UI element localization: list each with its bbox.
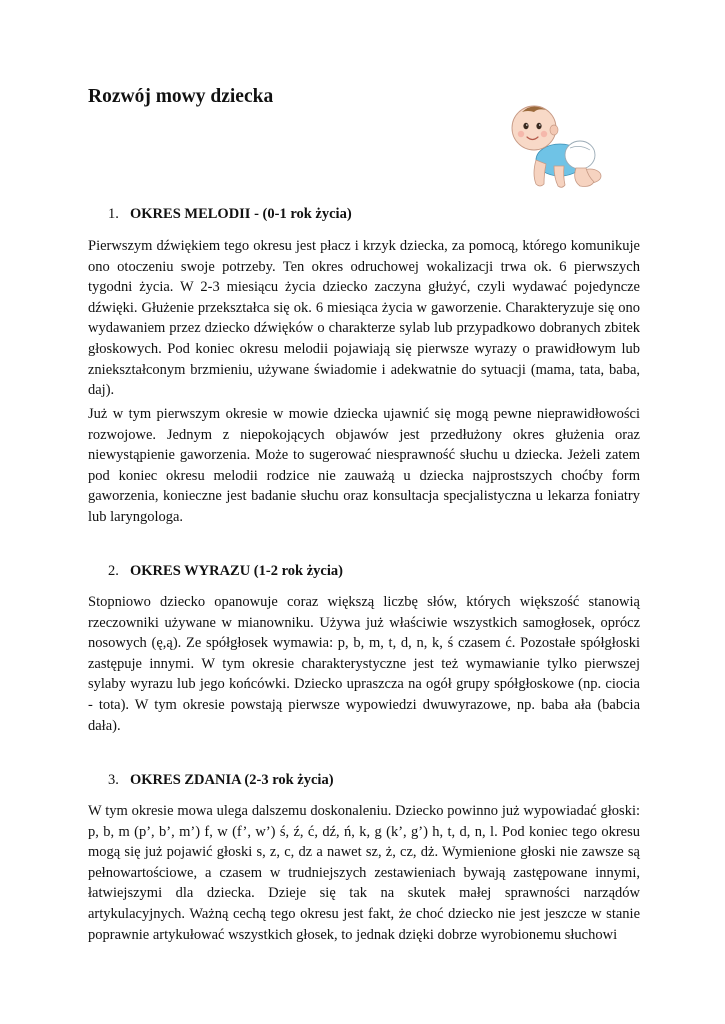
paragraph: Już w tym pierwszym okresie w mowie dziecka ujawnić się mogą pewne nieprawidłowości rozwojowe. Jednym z niepokojących objawów jest przedłużony okres głużenia oraz niewystąpienie gaworzenia. Może to sugerować niesprawność słuchu u dziecka. Jeżeli zatem pod koniec okresu melodii rodzice nie zauważą u dziecka najprostszych choćby form gaworzenia, konieczne jest badanie słuchu oraz konsultacja specjalistyczna u lekarza foniatry lub laryngologa. xyxy=(88,406,640,525)
crawling-baby-icon xyxy=(510,100,608,192)
paragraph: Pierwszym dźwiękiem tego okresu jest płacz i krzyk dziecka, za pomocą, którego komunikuje ono otoczeniu swoje potrzeby. Ten okres odruchowej wokalizacji trwa ok. 6 pierwszych tygodni życia. W 2-3 miesiącu życia dziecko zaczyna głużyć, czyli wydawać pojedyncze dźwięki. Głużenie przekształca się ok. 6 miesiąca życia w gaworzenie. Charakteryzuje się ono wydawaniem przez dziecko dźwięków o charakterze sylab lub przypadkowo dobranych zbitek głoskowych. Pod koniec okresu melodii pojawiają się pierwsze wyrazy o prawidłowym lub zniekształconym brzmieniu, używane świadomie i adekwatnie do sytuacji (mama, tata, baba, daj). xyxy=(88,238,640,399)
paragraph: W tym okresie mowa ulega dalszemu doskonaleniu. Dziecko powinno już wypowiadać głoski: p, b, m (p’, b’, m’) f, w (f’, w’) ś, ź, ć, dź, ń, k, g (k’, g’) h, t, d, n, l. Pod koniec tego okresu mogą się już pojawić głoski s, z, c, dz a nawet sz, ż, cz, dż. Wymienione głoski nie zawsze są pełnowartościowe, a czasem w trudniejszych zestawieniach bywają zastępowane innymi, łatwiejszymi dla dziecka. Dzieje się tak na skutek małej sprawności narządów artykulacyjnych. Ważną cechą tego okresu jest fakt, że choć dziecko nie jest jeszcze w stanie poprawnie artykułować wszystkich głosek, to jednak dzięki dobrze wyrobionemu słuchowi xyxy=(88,803,640,943)
section-heading-3: 3. OKRES ZDANIA (2-3 rok życia) xyxy=(108,772,334,788)
section-heading-1: 1. OKRES MELODII - (0-1 rok życia) xyxy=(108,206,352,222)
paragraph: Stopniowo dziecko opanowuje coraz większą liczbę słów, których większość stanowią rzeczowniki używane w mianowniku. Używa już właściwie wszystkich samogłosek, oprócz nosowych (ę,ą). Ze spółgłosek wymawia: p, b, m, t, d, n, k, ś czasem ć. Pozostałe spółgłoski zastępuje innymi. W tym okresie charakterystyczne jest też wymawianie tylko pierwszej sylaby wyrazu lub jego końcówki. Dziecko upraszcza na ogół grupy spółgłoskowe (np. ciocia - tota). W tym okresie powstają pierwsze wypowiedzi dwuwyrazowe, np. baba ała (babcia dała). xyxy=(88,594,640,734)
section-heading-2: 2. OKRES WYRAZU (1-2 rok życia) xyxy=(108,563,343,579)
page-title: Rozwój mowy dziecka xyxy=(88,86,274,107)
